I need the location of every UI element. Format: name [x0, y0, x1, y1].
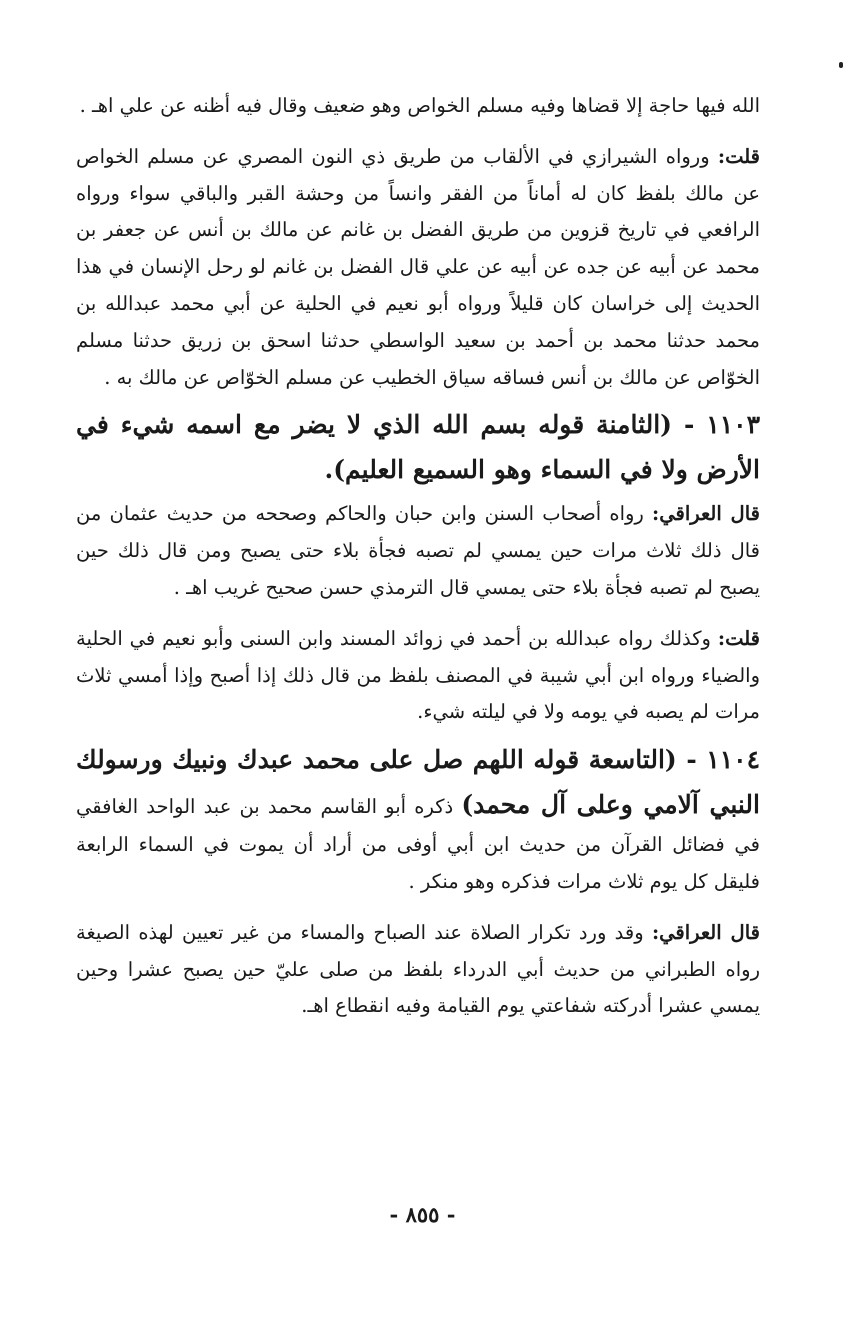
book-page-body: [76, 88, 760, 1039]
paragraph-text: ذكره أبو القاسم محمد بن عبد الواحد الغافقي في فضائل القرآن من حديث ابن أبي أوفى من أراد أن يموت في السماء الرابعة فليقل كل يوم ثلاث مرات فذكره وهو منكر .: [76, 795, 760, 893]
paragraph-text: ورواه الشيرازي في الألقاب من طريق ذي النون المصري عن مسلم الخواص عن مالك بلفظ كان له أماناً من الفقر وانساً من وحشة القبر والباقي سواء ورواه الرافعي في تاريخ قزوين من طريق الفضل بن غانم عن مالك بن أنس عن جعفر بن محمد عن أبيه عن جده عن أبيه عن علي قال الفضل بن غانم لو رحل الإنسان في هذا الحديث إلى خراسان كان قليلاً ورواه أبو نعيم في الحلية عن أبي محمد عبدالله بن محمد حدثنا محمد بن أحمد بن سعيد الواسطي حدثنا اسحق بن زريق حدثنا مسلم الخوّاص عن مالك بن أنس فساقه سياق الخطيب عن مسلم الخوّاص عن مالك به .: [76, 144, 760, 389]
paragraph-iraqi-1: [76, 496, 760, 606]
paragraph-iraqi-2: [76, 915, 760, 1025]
paragraph-qultu-2: [76, 621, 760, 731]
hadith-heading-text: (التاسعة قوله اللهم صل على محمد عبدك ونبيك ورسولك النبي آلامي وعلى آل محمد): [76, 745, 760, 820]
paragraph-lead: قلت:: [717, 144, 760, 168]
paragraph-lead: قال العراقي:: [652, 502, 760, 526]
hadith-heading-1104: [76, 737, 760, 901]
hadith-number: ١١٠٣ -: [683, 410, 760, 440]
paragraph-continuation: [76, 88, 760, 125]
hadith-heading-1103: [76, 402, 760, 492]
paragraph-qultu-1: [76, 139, 760, 397]
paragraph-text: وقد ورد تكرار الصلاة عند الصباح والمساء من غير تعيين لهذه الصيغة رواه الطبراني من حديث أبي الدرداء بلفظ من صلى عليّ حين يصبح عشرا وحين يمسي عشرا أدركته شفاعتي يوم القيامة وفيه انقطاع اهـ.: [76, 920, 760, 1018]
page-number: - ٨٥٥ -: [389, 1202, 456, 1227]
paragraph-text: الله فيها حاجة إلا قضاها وفيه مسلم الخواص وهو ضعيف وقال فيه أظنه عن علي اهـ .: [79, 94, 760, 117]
page-edge-mark: [839, 62, 843, 68]
paragraph-text: رواه أصحاب السنن وابن حبان والحاكم وصححه من حديث عثمان من قال ذلك ثلاث مرات حين يمسي لم تصبه فجأة بلاء حتى يصبح ومن قال ذلك حين يصبح لم تصبه فجأة بلاء حتى يمسي قال الترمذي حسن صحيح غريب اهـ .: [76, 502, 760, 599]
hadith-number: ١١٠٤ -: [686, 745, 760, 775]
hadith-heading-text: (الثامنة قوله بسم الله الذي لا يضر مع اسمه شيء في الأرض ولا في السماء وهو السميع العليم).: [76, 410, 760, 485]
paragraph-text: وكذلك رواه عبدالله بن أحمد في زوائد المسند وابن السنى وأبو نعيم في الحلية والضياء ورواه ابن أبي شيبة في المصنف بلفظ من قال ذلك إذا أصبح وإذا أمسي ثلاث مرات لم يصبه في يومه ولا في ليلته شيء.: [76, 626, 760, 724]
paragraph-lead: قال العراقي:: [651, 920, 760, 944]
paragraph-lead: قلت:: [717, 626, 760, 650]
